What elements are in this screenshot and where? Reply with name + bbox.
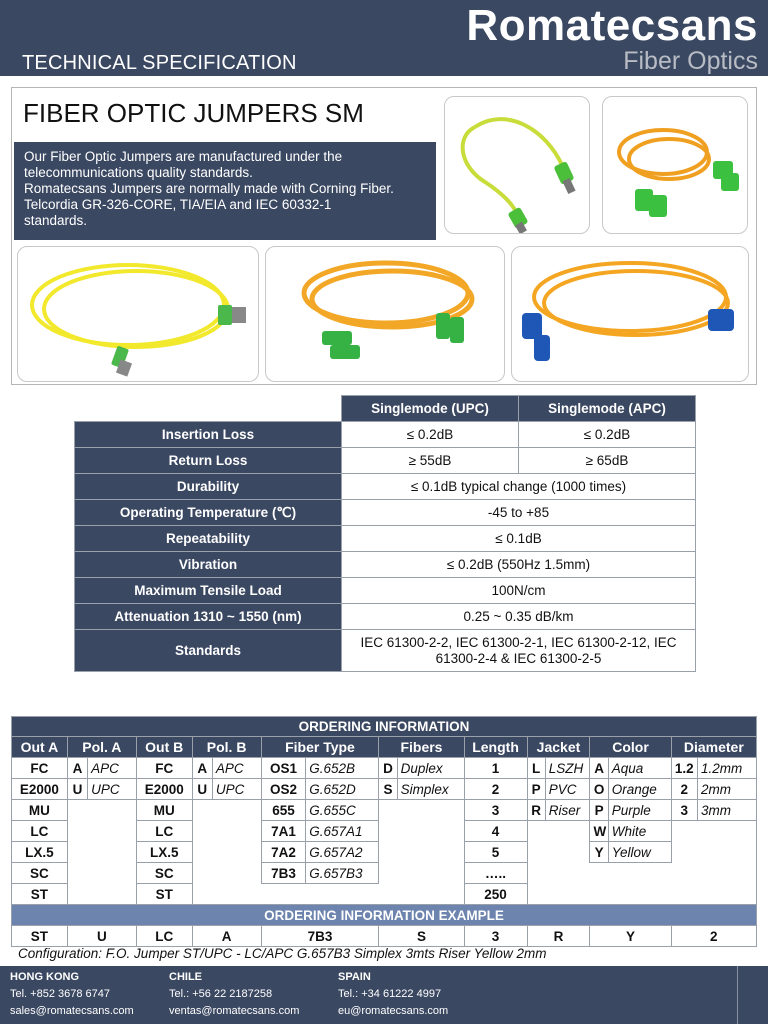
spec-row bbox=[75, 526, 696, 552]
fiber-type-code: OS2 bbox=[261, 779, 306, 800]
color-code: P bbox=[590, 800, 608, 821]
column-header: Out B bbox=[136, 737, 192, 758]
jacket-code: R bbox=[527, 800, 545, 821]
column-header: Color bbox=[590, 737, 671, 758]
out-b-code: FC bbox=[136, 758, 192, 779]
empty-cell bbox=[379, 863, 464, 884]
empty-cell bbox=[67, 800, 136, 821]
diameter-desc: 3mm bbox=[698, 800, 757, 821]
column-header: Jacket bbox=[527, 737, 590, 758]
photo-jumper-yellow-fc-apc bbox=[17, 246, 259, 382]
office-chile bbox=[169, 969, 299, 1020]
spec-header-blank bbox=[75, 396, 342, 422]
spec-value: ≤ 0.1dB bbox=[342, 526, 696, 552]
footer-divider bbox=[737, 966, 738, 1024]
product-overview bbox=[11, 87, 757, 385]
color-desc: Aqua bbox=[608, 758, 671, 779]
example-title-row bbox=[12, 905, 757, 926]
fibers-code: S bbox=[379, 779, 397, 800]
column-header: Out A bbox=[12, 737, 68, 758]
office-email[interactable]: sales@romatecsans.com bbox=[10, 1005, 134, 1017]
pol-a-desc: APC bbox=[88, 758, 137, 779]
column-header: Diameter bbox=[671, 737, 756, 758]
fibers-code: D bbox=[379, 758, 397, 779]
spec-row bbox=[75, 422, 696, 448]
empty-cell bbox=[192, 842, 261, 863]
out-b-code: LC bbox=[136, 821, 192, 842]
out-b-code: SC bbox=[136, 863, 192, 884]
example-value: S bbox=[379, 926, 464, 947]
ordering-title-row bbox=[12, 717, 757, 737]
office-phone: Tel. +852 3678 6747 bbox=[10, 988, 111, 1000]
empty-cell bbox=[379, 800, 464, 821]
jacket-desc: PVC bbox=[545, 779, 590, 800]
column-header: Fibers bbox=[379, 737, 464, 758]
spec-label: Durability bbox=[75, 474, 342, 500]
example-value: ST bbox=[12, 926, 68, 947]
description-line: Our Fiber Optic Jumpers are manufactured under the bbox=[24, 149, 343, 164]
spec-label: Repeatability bbox=[75, 526, 342, 552]
spec-row bbox=[75, 578, 696, 604]
photo-jumper-green-st bbox=[444, 96, 590, 234]
example-value: U bbox=[67, 926, 136, 947]
example-value: A bbox=[192, 926, 261, 947]
spec-value: 100N/cm bbox=[342, 578, 696, 604]
column-header-apc: Singlemode (APC) bbox=[518, 396, 695, 422]
fibers-desc: Simplex bbox=[397, 779, 464, 800]
spec-value: -45 to +85 bbox=[342, 500, 696, 526]
spec-value: IEC 61300-2-2, IEC 61300-2-1, IEC 61300-2-12, IEC 61300-2-4 & IEC 61300-2-5 bbox=[342, 630, 696, 672]
length-code: 1 bbox=[464, 758, 527, 779]
product-title: FIBER OPTIC JUMPERS SM bbox=[23, 98, 364, 128]
spec-label: Standards bbox=[75, 630, 342, 672]
empty-cell bbox=[671, 821, 756, 842]
length-code: 4 bbox=[464, 821, 527, 842]
office-city: CHILE bbox=[169, 971, 202, 983]
jacket-code: P bbox=[527, 779, 545, 800]
diameter-code: 3 bbox=[671, 800, 697, 821]
fiber-type-code: 7A2 bbox=[261, 842, 306, 863]
example-value: LC bbox=[136, 926, 192, 947]
jacket-code: L bbox=[527, 758, 545, 779]
empty-cell bbox=[67, 884, 136, 905]
office-email[interactable]: eu@romatecsans.com bbox=[338, 1005, 449, 1017]
out-a-code: SC bbox=[12, 863, 68, 884]
column-header: Pol. A bbox=[67, 737, 136, 758]
footer-contact-bar bbox=[0, 966, 768, 1024]
empty-cell bbox=[192, 800, 261, 821]
description-line: standards. bbox=[24, 213, 88, 228]
spec-row bbox=[75, 552, 696, 578]
photo-jumper-orange-sc-upc bbox=[511, 246, 749, 382]
photo-jumper-orange-sc-apc bbox=[602, 96, 748, 234]
column-header: Length bbox=[464, 737, 527, 758]
color-desc: Yellow bbox=[608, 842, 671, 863]
spec-value: 0.25 ~ 0.35 dB/km bbox=[342, 604, 696, 630]
ordering-header-row bbox=[12, 737, 757, 758]
out-a-code: E2000 bbox=[12, 779, 68, 800]
color-code: Y bbox=[590, 842, 608, 863]
spec-row bbox=[75, 448, 696, 474]
table-row bbox=[12, 800, 757, 821]
example-value: Y bbox=[590, 926, 671, 947]
empty-cell bbox=[379, 821, 464, 842]
empty-cell bbox=[527, 863, 756, 884]
example-value: 3 bbox=[464, 926, 527, 947]
color-desc: Orange bbox=[608, 779, 671, 800]
office-phone: Tel.: +56 22 2187258 bbox=[169, 988, 273, 1000]
out-a-code: MU bbox=[12, 800, 68, 821]
pol-a-desc: UPC bbox=[88, 779, 137, 800]
out-b-code: E2000 bbox=[136, 779, 192, 800]
fiber-type-code: 7A1 bbox=[261, 821, 306, 842]
ordering-title: ORDERING INFORMATION bbox=[12, 717, 757, 737]
pol-a-code: U bbox=[67, 779, 87, 800]
description-line: telecommunications quality standards. bbox=[24, 165, 253, 180]
spec-row bbox=[75, 474, 696, 500]
ordering-table bbox=[11, 716, 757, 947]
example-row bbox=[12, 926, 757, 947]
diameter-code: 2 bbox=[671, 779, 697, 800]
empty-cell bbox=[671, 842, 756, 863]
specifications-table bbox=[74, 395, 696, 672]
fiber-type-desc: G.657A2 bbox=[306, 842, 379, 863]
office-city: HONG KONG bbox=[10, 971, 80, 983]
empty-cell bbox=[379, 842, 464, 863]
photo-jumper-orange-lc-apc bbox=[265, 246, 505, 382]
pol-b-desc: UPC bbox=[212, 779, 261, 800]
spec-label: Attenuation 1310 ~ 1550 (nm) bbox=[75, 604, 342, 630]
out-b-code: ST bbox=[136, 884, 192, 905]
empty-cell bbox=[192, 884, 464, 905]
spec-label: Maximum Tensile Load bbox=[75, 578, 342, 604]
length-code: 2 bbox=[464, 779, 527, 800]
office-phone: Tel.: +34 61222 4997 bbox=[338, 988, 442, 1000]
example-title: ORDERING INFORMATION EXAMPLE bbox=[12, 905, 757, 926]
example-value: 2 bbox=[671, 926, 756, 947]
fiber-type-desc: G.652D bbox=[306, 779, 379, 800]
empty-cell bbox=[192, 863, 261, 884]
spec-row bbox=[75, 500, 696, 526]
column-header: Fiber Type bbox=[261, 737, 379, 758]
empty-cell bbox=[67, 863, 136, 884]
spec-value: ≤ 0.2dB bbox=[518, 422, 695, 448]
out-b-code: LX.5 bbox=[136, 842, 192, 863]
out-a-code: LC bbox=[12, 821, 68, 842]
empty-cell bbox=[527, 842, 590, 863]
color-code: O bbox=[590, 779, 608, 800]
header-bar bbox=[0, 0, 768, 76]
spec-value: ≤ 0.1dB typical change (1000 times) bbox=[342, 474, 696, 500]
office-email[interactable]: ventas@romatecsans.com bbox=[169, 1005, 300, 1017]
fiber-type-desc: G.657A1 bbox=[306, 821, 379, 842]
color-desc: Purple bbox=[608, 800, 671, 821]
table-row bbox=[12, 842, 757, 863]
spec-row bbox=[75, 604, 696, 630]
product-description bbox=[14, 142, 436, 240]
length-code: ….. bbox=[464, 863, 527, 884]
office-city: SPAIN bbox=[338, 971, 371, 983]
fiber-type-desc: G.657B3 bbox=[306, 863, 379, 884]
fibers-desc: Duplex bbox=[397, 758, 464, 779]
spec-label: Operating Temperature (℃) bbox=[75, 500, 342, 526]
spec-row bbox=[75, 630, 696, 672]
pol-b-code: A bbox=[192, 758, 212, 779]
spec-value: ≤ 0.2dB (550Hz 1.5mm) bbox=[342, 552, 696, 578]
spec-value: ≥ 65dB bbox=[518, 448, 695, 474]
spec-label: Return Loss bbox=[75, 448, 342, 474]
example-value: R bbox=[527, 926, 590, 947]
fiber-type-desc: G.655C bbox=[306, 800, 379, 821]
office-hong-kong bbox=[10, 969, 134, 1020]
color-desc: White bbox=[608, 821, 671, 842]
fiber-type-desc: G.652B bbox=[306, 758, 379, 779]
column-header-upc: Singlemode (UPC) bbox=[342, 396, 519, 422]
empty-cell bbox=[527, 884, 756, 905]
table-row bbox=[12, 758, 757, 779]
empty-cell bbox=[192, 821, 261, 842]
empty-cell bbox=[67, 821, 136, 842]
spec-value: ≥ 55dB bbox=[342, 448, 519, 474]
document-subtitle: TECHNICAL SPECIFICATION bbox=[22, 52, 297, 74]
example-value: 7B3 bbox=[261, 926, 379, 947]
description-line: Telcordia GR-326-CORE, TIA/EIA and IEC 60332-1 bbox=[24, 197, 332, 212]
jacket-desc: LSZH bbox=[545, 758, 590, 779]
fiber-type-code: OS1 bbox=[261, 758, 306, 779]
diameter-desc: 1.2mm bbox=[698, 758, 757, 779]
brand-subtitle: Fiber Optics bbox=[623, 47, 758, 75]
brand-name: Romatecsans bbox=[466, 1, 758, 50]
length-code: 250 bbox=[464, 884, 527, 905]
color-code: W bbox=[590, 821, 608, 842]
table-row bbox=[12, 884, 757, 905]
jacket-desc: Riser bbox=[545, 800, 590, 821]
fiber-type-code: 655 bbox=[261, 800, 306, 821]
table-row bbox=[12, 821, 757, 842]
length-code: 3 bbox=[464, 800, 527, 821]
length-code: 5 bbox=[464, 842, 527, 863]
out-a-code: FC bbox=[12, 758, 68, 779]
diameter-code: 1.2 bbox=[671, 758, 697, 779]
out-a-code: ST bbox=[12, 884, 68, 905]
empty-cell bbox=[67, 842, 136, 863]
out-b-code: MU bbox=[136, 800, 192, 821]
table-row bbox=[12, 863, 757, 884]
description-line: Romatecsans Jumpers are normally made with Corning Fiber. bbox=[24, 181, 394, 196]
fiber-type-code: 7B3 bbox=[261, 863, 306, 884]
table-row bbox=[12, 779, 757, 800]
pol-b-code: U bbox=[192, 779, 212, 800]
brand-logo bbox=[466, 2, 758, 74]
office-spain bbox=[338, 969, 448, 1020]
out-a-code: LX.5 bbox=[12, 842, 68, 863]
spec-value: ≤ 0.2dB bbox=[342, 422, 519, 448]
spec-header-row bbox=[75, 396, 696, 422]
pol-a-code: A bbox=[67, 758, 87, 779]
diameter-desc: 2mm bbox=[698, 779, 757, 800]
spec-label: Vibration bbox=[75, 552, 342, 578]
color-code: A bbox=[590, 758, 608, 779]
pol-b-desc: APC bbox=[212, 758, 261, 779]
spec-label: Insertion Loss bbox=[75, 422, 342, 448]
column-header: Pol. B bbox=[192, 737, 261, 758]
configuration-text: Configuration: F.O. Jumper ST/UPC - LC/APC G.657B3 Simplex 3mts Riser Yellow 2mm bbox=[18, 946, 547, 961]
empty-cell bbox=[527, 821, 590, 842]
